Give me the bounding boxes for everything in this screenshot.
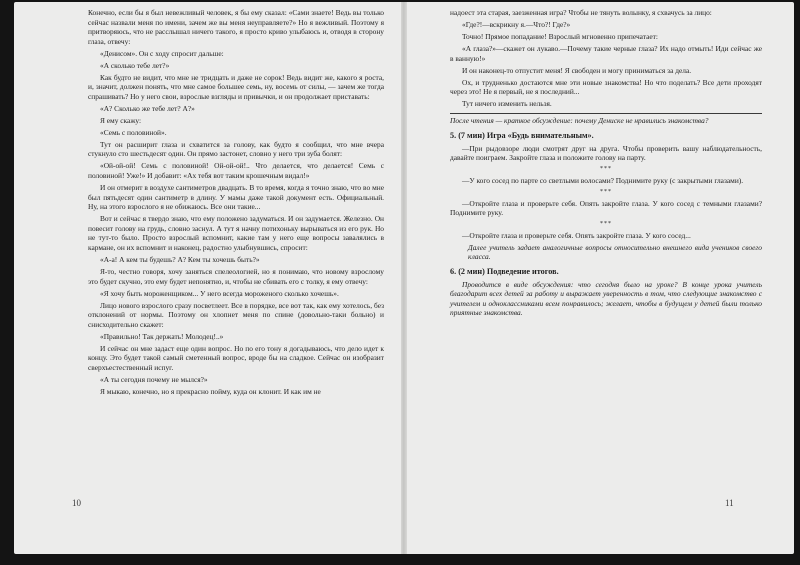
left-paragraph-3: «А сколько тебе лет?» bbox=[100, 60, 170, 70]
left-paragraph-5: «А? Сколько же тебе лет? А?» bbox=[100, 103, 195, 113]
left-paragraph-16: «Правильно! Так держать! Молодец!..» bbox=[100, 331, 224, 341]
section-divider-2: *** bbox=[600, 189, 612, 196]
section-5-heading: 5. (7 мин) Игра «Будь внимательным». bbox=[450, 131, 594, 141]
left-paragraph-18: «А ты сегодня почему не мылся?» bbox=[100, 374, 208, 384]
left-paragraph-8: Тут он расширит глаза и схватится за голову, как будто я сообщил, что мне вчера стукнуло сто шестьдесят один. Он прямо застонет, словно у него три зуба болят: bbox=[88, 139, 384, 159]
left-paragraph-10: И он отмерит в воздухе сантиметров двадцать. В то время, когда я точно знаю, что во мне был пятьдесят один сантиметр в длину. У мамы даже такой документ есть. Официальный. Ну, на этого взрослого я не обижаюсь. Все они такие... bbox=[88, 183, 384, 212]
section-divider-1: *** bbox=[600, 166, 612, 173]
section-divider-3: *** bbox=[600, 221, 612, 228]
section-6-heading: 6. (2 мин) Подведение итогов. bbox=[450, 266, 559, 276]
teacher-note: Далее учитель задает аналогичные вопросы относительно внешнего вида учеников своего класса. bbox=[468, 242, 762, 262]
right-paragraph-2: «Где?!—вскрикну я.—Что?! Где?» bbox=[462, 19, 571, 29]
left-paragraph-2: «Денисом». Он с ходу спросит дальше: bbox=[100, 48, 224, 58]
right-paragraph-6: Ох, и трудненько достаются мне эти новые знакомства! Но что поделать? Все дети проходят через это! Не я первый, не я последний... bbox=[450, 77, 762, 97]
right-paragraph-4: «А глаза?»—скажет он лукаво.—Почему такие черные глаза? Их надо отмыть! Иди сейчас же в ванную!» bbox=[450, 43, 762, 63]
left-paragraph-12: «А-а! А кем ты будешь? А? Кем ты хочешь быть?» bbox=[100, 254, 260, 264]
book-gutter bbox=[401, 2, 407, 554]
section-6-paragraph-1: Проводится в виде обсуждения: что сегодня было на уроке? В конце урока учитель благодарит всех детей за работу и выражает уверенность в том, что следующие знакомство с учителем и одноклассниками всем понравилось; желает, чтобы в будущем у детей были только приятные знакомства. bbox=[450, 279, 762, 318]
right-page bbox=[450, 8, 762, 320]
left-paragraph-7: «Семь с половиной». bbox=[100, 127, 167, 137]
left-page-number: 10 bbox=[72, 498, 81, 508]
right-page-number: 11 bbox=[725, 498, 734, 508]
right-paragraph-5: И он наконец-то отпустит меня! Я свободен и могу приниматься за дела. bbox=[462, 65, 692, 75]
section-5-paragraph-2: —У кого сосед по парте со светлыми волосами? Поднимите руку (с закрытыми глазами). bbox=[462, 176, 744, 186]
left-paragraph-19: Я мыкаю, конечно, но я прекрасно пойму, куда он клонит. И как им не bbox=[100, 386, 321, 396]
left-paragraph-11: Вот и сейчас я твердо знаю, что ему положено задуматься. И он задумается. Железно. Он повесит голову на грудь, словно заснул. А тут я начну потихоньку вырываться из его рук. Но не тут-то было. Просто взрослый вспомнит, какие там у него еще вопросы завалялись в кармане, он их вспомнит и наконец, радостно улыбнувшись, спросит: bbox=[88, 214, 384, 252]
right-paragraph-7: Тут ничего изменить нельзя. bbox=[462, 99, 552, 109]
section-5-paragraph-3: —Откройте глаза и проверьте себя. Опять закройте глаза. У кого сосед с темными глазами? Поднимите руку. bbox=[450, 198, 762, 218]
left-paragraph-15: Лицо нового взрослого сразу посветлеет. Все в порядке, все вот так, как ему хотелось, без отклонений от нормы. Поэтому он хлопнет меня по спине (довольно-таки больно) и снисходительно скажет: bbox=[88, 300, 384, 329]
left-paragraph-4: Как будто не видит, что мне не тридцать и даже не сорок! Ведь видит же, какого я роста, и, значит, должен понять, что мне самое большее семь, ну, восемь от силы, — зачем же тогда спрашивать? Но у него свои, взрослые взгляды и привычки, и он продолжает приставать: bbox=[88, 72, 384, 101]
right-paragraph-1: надоест эта старая, заезженная игра? Чтобы не тянуть волынку, я схвачусь за лицо: bbox=[450, 8, 712, 17]
left-paragraph-9: «Ой-ой-ой! Семь с половиной! Ой-ой-ой!.. Что делается, что делается! Семь с половиной! Уже!» И добавит: «Ах тебя вот таким крошечным видал!» bbox=[88, 161, 384, 181]
after-reading-note: После чтения — краткое обсуждение: почему Денискe не нравились знакомства? bbox=[450, 113, 762, 126]
left-paragraph-14: «Я хочу быть мороженщиком... У него всегда мороженого сколько хочешь». bbox=[100, 288, 339, 298]
right-paragraph-3: Точно! Прямое попадание! Взрослый мгновенно припечатает: bbox=[462, 31, 658, 41]
left-paragraph-1: Конечно, если бы я был невежливый человек, я бы ему сказал: «Сами знаете! Ведь вы только сейчас назвали меня по имени, зачем же вы меня неуправляете?» Но я вежливый. Поэтому я притворяюсь, что не расслышал ничего такого, я просто криво улыбаюсь и, отводя в сторону глаза, отвечу: bbox=[88, 8, 384, 46]
section-5-paragraph-4: —Откройте глаза и проверьте себя. Опять закройте глаза. У кого сосед... bbox=[462, 230, 691, 240]
section-5-paragraph-1: —При рыдовзоре люди смотрят друг на друга. Чтобы проверить вашу наблюдательность, давайте поиграем. Закройте глаза и положите голову на парту. bbox=[450, 143, 762, 163]
left-paragraph-17: И сейчас он мне задаст еще один вопрос. Но по его тону я догадываюсь, что дело идет к концу. Это будет такой самый сметенный вопрос, вроде бы на сладкое. Сейчас он изобразит сверхъестественный испуг. bbox=[88, 343, 384, 372]
left-paragraph-6: Я ему скажу: bbox=[100, 115, 142, 125]
left-paragraph-13: Я-то, честно говоря, хочу заняться спелеологией, но я понимаю, что новому взрослому это будет скучно, это ему будет непонятно, и, чтобы не сбивать его с толку, я ему отвечу: bbox=[88, 266, 384, 286]
left-page bbox=[88, 8, 384, 399]
